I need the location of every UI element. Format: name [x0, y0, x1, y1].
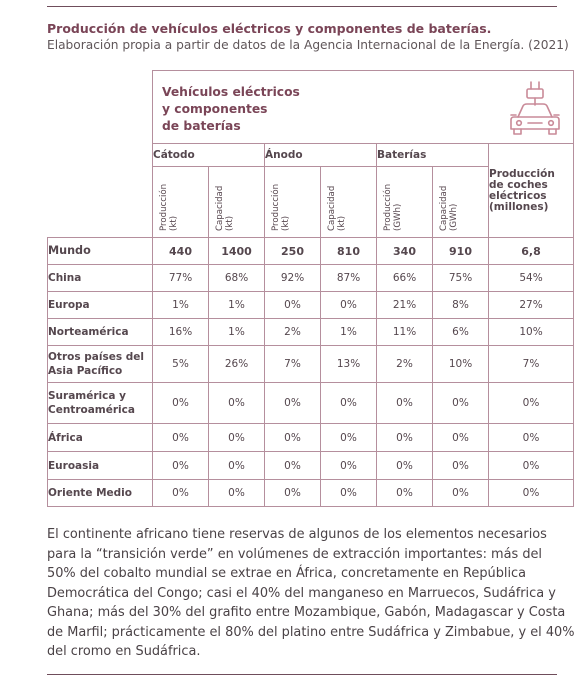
table-header-title	[162, 84, 300, 135]
subcolumn-label: Producción	[158, 183, 169, 231]
table-cell: 0%	[265, 292, 321, 319]
subcolumn-unit: (kt)	[336, 215, 347, 231]
table-row	[48, 238, 574, 265]
row-label-line: China	[48, 272, 82, 284]
subcolumn-label: Capacidad	[326, 185, 337, 231]
row-label-line: Centroamérica	[48, 404, 135, 416]
table-cell: 0%	[377, 452, 433, 480]
table-cell: 0%	[153, 452, 209, 480]
cars-header-line: (millones)	[489, 200, 549, 213]
table-cell: 16%	[153, 319, 209, 346]
table-cell: 75%	[433, 265, 489, 292]
table-cell: 0%	[489, 480, 574, 507]
table-cell: 27%	[489, 292, 574, 319]
table-cell: 0%	[489, 424, 574, 452]
cars-header-line: de coches	[489, 178, 548, 191]
table-cell: 340	[377, 238, 433, 265]
table-cell: 0%	[209, 480, 265, 507]
subcolumn-header	[433, 167, 489, 238]
table-cell: 0%	[433, 383, 489, 424]
row-label	[48, 480, 153, 507]
table-cell: 0%	[321, 292, 377, 319]
table-cell: 0%	[433, 480, 489, 507]
cars-production-header	[489, 144, 574, 238]
table-cell: 13%	[321, 346, 377, 383]
row-label	[48, 265, 153, 292]
figure-title: Producción de vehículos eléctricos y componentes de baterías.	[47, 21, 492, 36]
table-cell: 68%	[209, 265, 265, 292]
body-line: El continente africano tiene reservas de algunos de los elementos necesarios	[47, 527, 547, 542]
header-line: de baterías	[162, 119, 241, 133]
table-cell: 1%	[209, 292, 265, 319]
table-cell: 8%	[433, 292, 489, 319]
subcolumn-label: Producción	[270, 183, 281, 231]
table-cell: 0%	[265, 383, 321, 424]
row-label-line: Oriente Medio	[48, 487, 132, 499]
top-rule	[47, 6, 557, 7]
table-cell: 440	[153, 238, 209, 265]
table-row	[48, 292, 574, 319]
row-label	[48, 292, 153, 319]
table-row	[48, 480, 574, 507]
table-cell: 0%	[209, 424, 265, 452]
table-row	[48, 452, 574, 480]
table-cell: 87%	[321, 265, 377, 292]
table-cell: 0%	[265, 424, 321, 452]
subcolumn-unit: (GWh)	[448, 203, 459, 231]
table-cell: 1%	[321, 319, 377, 346]
row-label-line: Asia Pacífico	[48, 365, 123, 377]
subcolumn-header	[321, 167, 377, 238]
group-header-batteries: Baterías	[377, 144, 489, 167]
table-header	[153, 71, 574, 144]
figure-source: Elaboración propia a partir de datos de la Agencia Internacional de la Energía. (2021)	[47, 38, 569, 52]
table-cell: 0%	[265, 452, 321, 480]
table-cell: 0%	[209, 383, 265, 424]
body-paragraph	[47, 525, 580, 662]
row-label-line: Otros países del	[48, 351, 144, 363]
row-label	[48, 383, 153, 424]
cars-header-line: eléctricos	[489, 189, 547, 202]
table-cell: 0%	[489, 383, 574, 424]
cars-header-line: Producción	[489, 167, 555, 180]
body-line: 50% del cobalto mundial se extrae en África, concretamente en República	[47, 566, 527, 581]
row-label	[48, 319, 153, 346]
group-header-cathode: Cátodo	[153, 144, 265, 167]
table-cell: 0%	[153, 383, 209, 424]
subcolumn-label: Capacidad	[214, 185, 225, 231]
subcolumn-unit: (kt)	[224, 215, 235, 231]
subcolumn-header	[153, 167, 209, 238]
table-row	[48, 265, 574, 292]
row-label-line: Europa	[48, 299, 90, 311]
body-line: de Marfil; prácticamente el 80% del platino entre Sudáfrica y Zimbabue, y el 40%	[47, 624, 575, 640]
row-label	[48, 424, 153, 452]
table-cell: 26%	[209, 346, 265, 383]
table-cell: 1%	[209, 319, 265, 346]
electric-car-plug-icon	[506, 79, 564, 137]
table-cell: 0%	[377, 424, 433, 452]
row-label	[48, 238, 153, 265]
table-row	[48, 346, 574, 383]
table-cell: 0%	[209, 452, 265, 480]
table-cell: 92%	[265, 265, 321, 292]
table-cell: 2%	[377, 346, 433, 383]
body-line: Ghana; más del 30% del grafito entre Mozambique, Gabón, Madagascar y Costa	[47, 605, 566, 620]
body-line: para la “transición verde” en volúmenes de extracción importantes: más del	[47, 546, 543, 562]
table-cell: 0%	[153, 424, 209, 452]
subcolumn-header	[265, 167, 321, 238]
table-row	[48, 383, 574, 424]
table-cell: 810	[321, 238, 377, 265]
table-cell: 2%	[265, 319, 321, 346]
table-cell: 0%	[321, 452, 377, 480]
table-cell: 0%	[153, 480, 209, 507]
table-cell: 7%	[489, 346, 574, 383]
table-cell: 0%	[321, 383, 377, 424]
table-cell: 7%	[265, 346, 321, 383]
header-line: y componentes	[162, 102, 268, 116]
table-cell: 1400	[209, 238, 265, 265]
table-cell: 21%	[377, 292, 433, 319]
table-cell: 0%	[377, 480, 433, 507]
table-cell: 0%	[377, 383, 433, 424]
table-cell: 77%	[153, 265, 209, 292]
table-cell: 0%	[433, 424, 489, 452]
row-label-line: Norteamérica	[48, 326, 129, 338]
table-cell: 910	[433, 238, 489, 265]
table-cell: 5%	[153, 346, 209, 383]
bottom-rule	[47, 674, 557, 675]
table-cell: 10%	[489, 319, 574, 346]
subcolumn-label: Capacidad	[438, 185, 449, 231]
table-cell: 54%	[489, 265, 574, 292]
table-cell: 66%	[377, 265, 433, 292]
subcolumn-header	[209, 167, 265, 238]
table-row	[48, 319, 574, 346]
table-cell: 0%	[489, 452, 574, 480]
row-label-line: África	[48, 431, 83, 444]
row-label-line: Mundo	[48, 244, 91, 257]
subcolumn-header	[377, 167, 433, 238]
table-cell: 0%	[265, 480, 321, 507]
row-label-line: Euroasia	[48, 459, 100, 472]
table-cell: 0%	[321, 424, 377, 452]
subcolumn-unit: (kt)	[168, 215, 179, 231]
row-label	[48, 452, 153, 480]
row-label-line: Suramérica y	[48, 390, 126, 402]
subcolumn-unit: (GWh)	[392, 203, 403, 231]
body-line: Democrática del Congo; casi el 40% del manganeso en Marruecos, Sudáfrica y	[47, 585, 556, 601]
header-line: Vehículos eléctricos	[162, 85, 300, 99]
table-cell: 11%	[377, 319, 433, 346]
table-row	[48, 424, 574, 452]
subcolumn-label: Producción	[382, 183, 393, 231]
group-header-anode: Ánodo	[265, 144, 377, 167]
table-cell: 6%	[433, 319, 489, 346]
data-table	[47, 70, 574, 507]
table-cell: 250	[265, 238, 321, 265]
table-cell: 6,8	[489, 238, 574, 265]
table-cell: 10%	[433, 346, 489, 383]
table-cell: 1%	[153, 292, 209, 319]
row-label	[48, 346, 153, 383]
table-cell: 0%	[321, 480, 377, 507]
table-cell: 0%	[433, 452, 489, 480]
empty-corner	[48, 71, 153, 238]
subcolumn-unit: (kt)	[280, 215, 291, 231]
table-body	[48, 238, 574, 507]
body-line: del cromo en Sudáfrica.	[47, 644, 201, 659]
